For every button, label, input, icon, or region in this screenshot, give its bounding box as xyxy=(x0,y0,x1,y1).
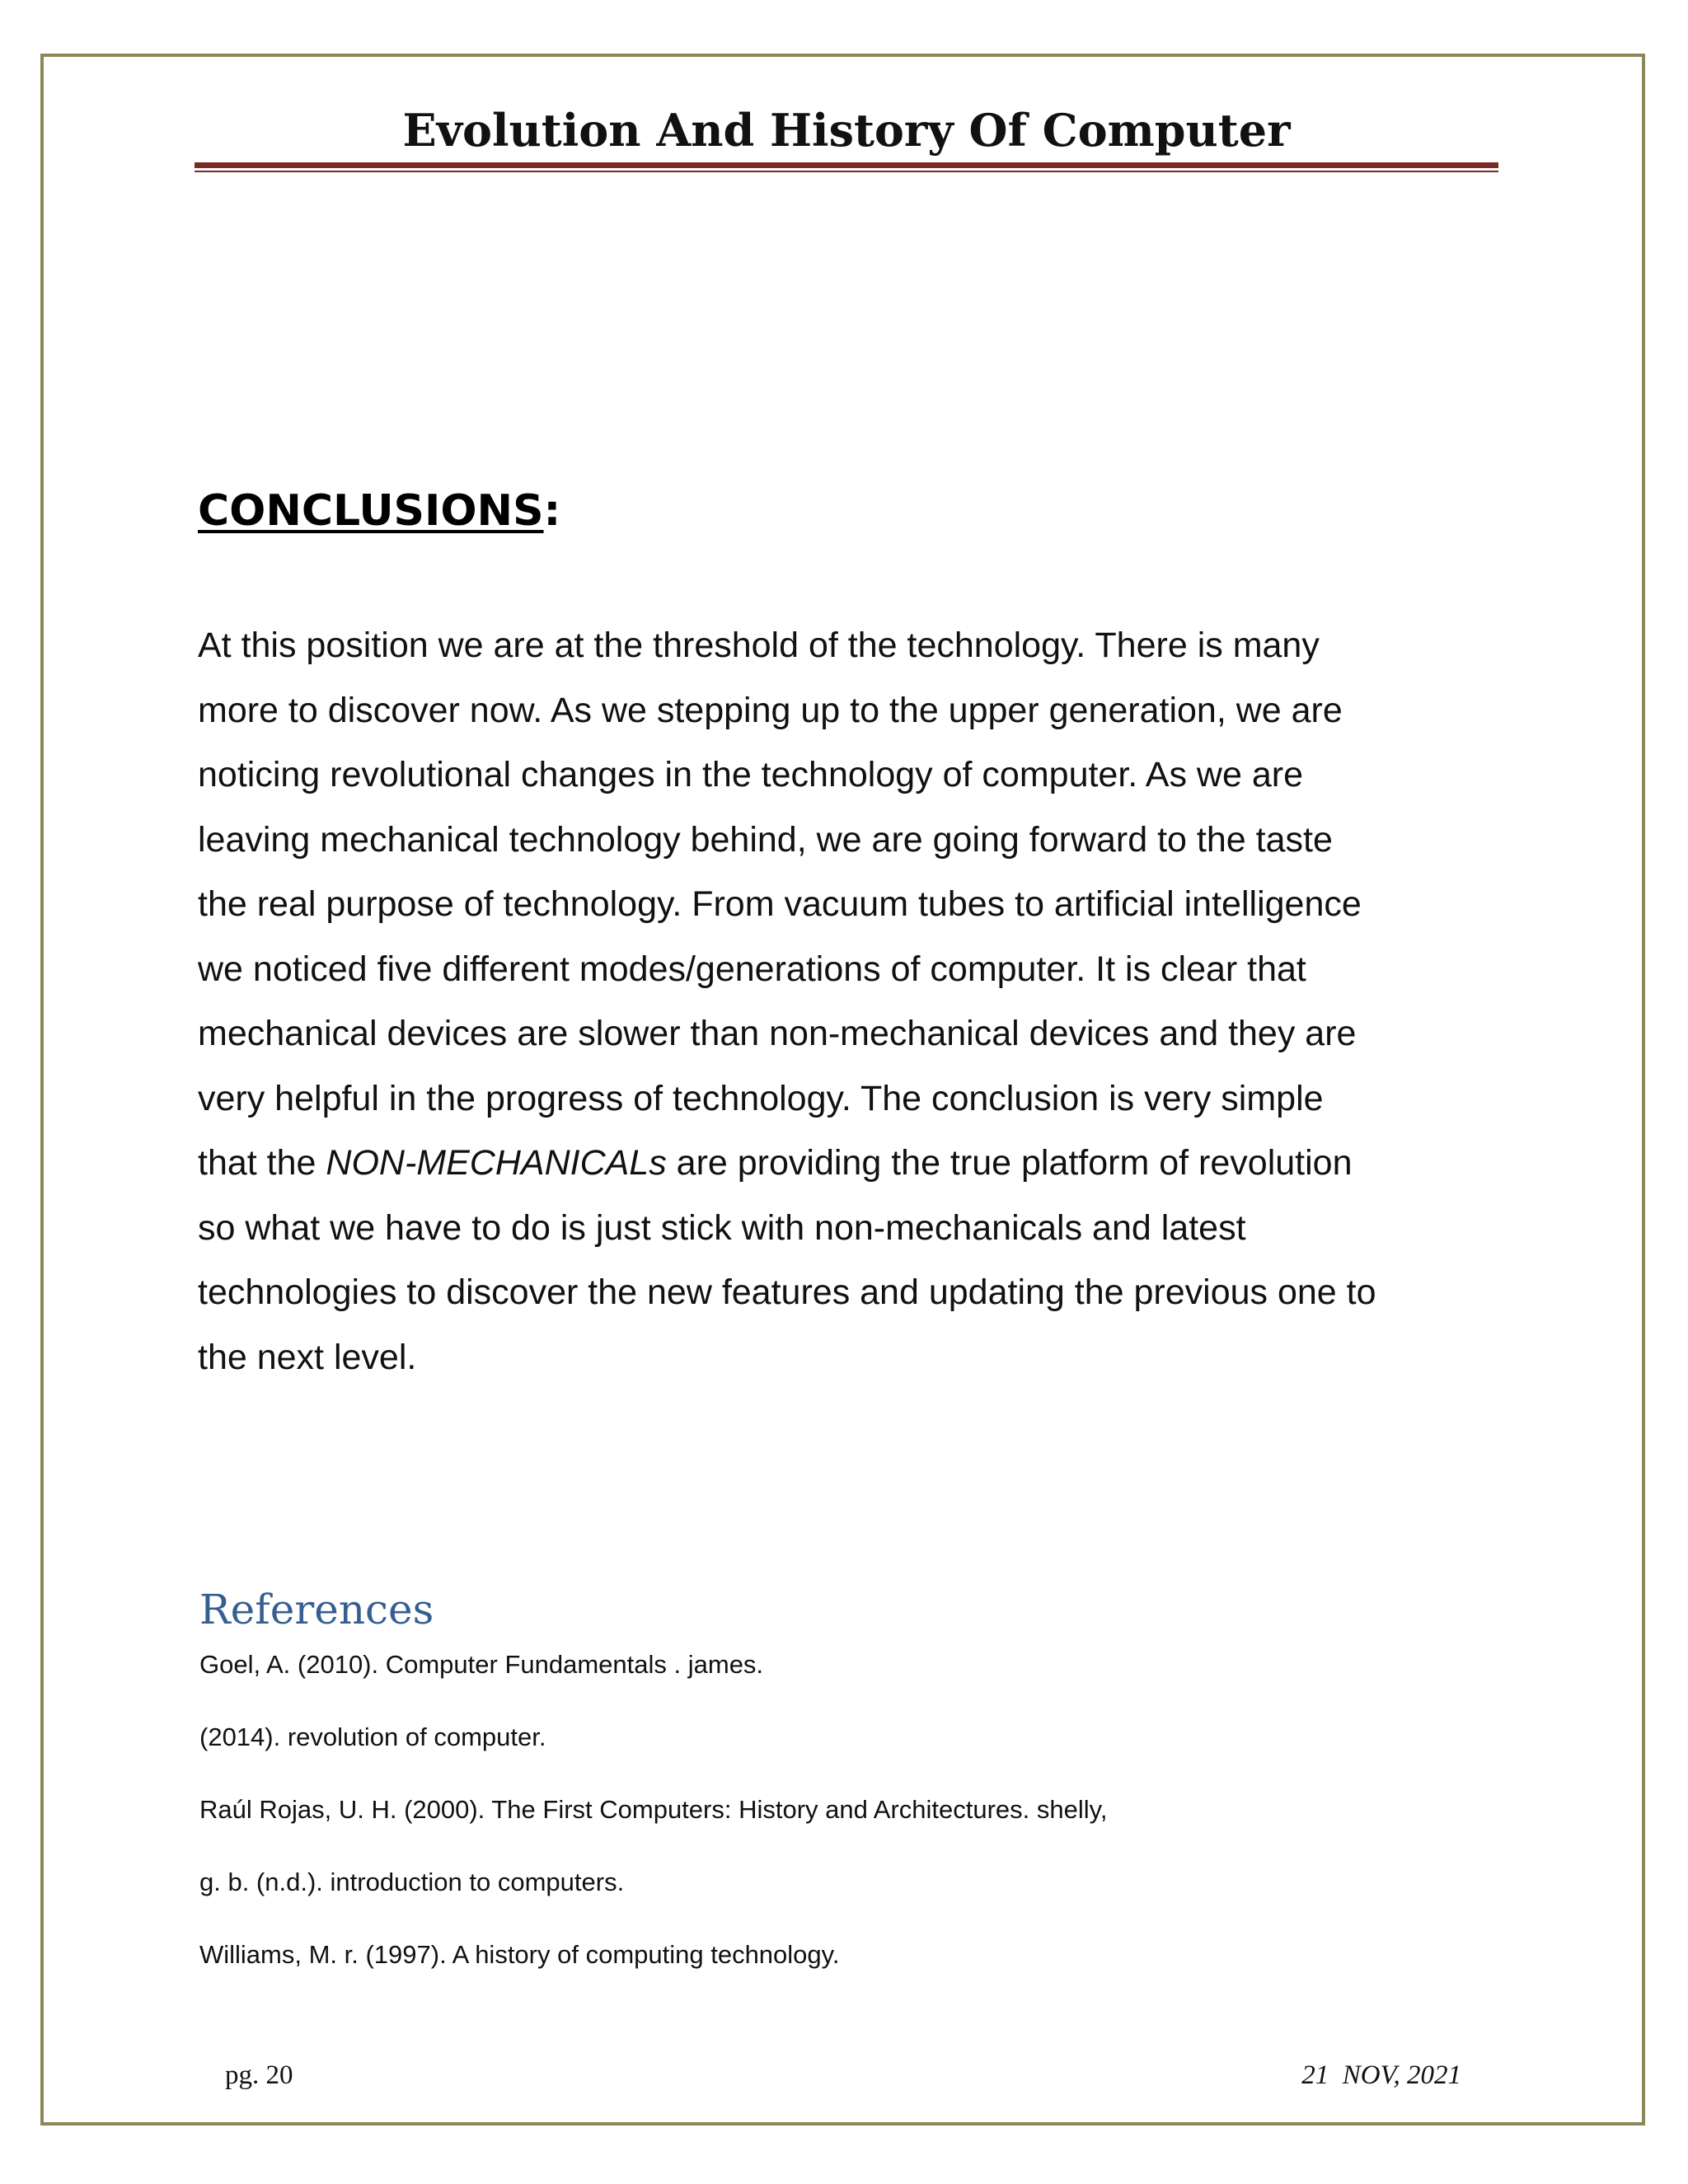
paragraph-line: At this position we are at the threshold of the technology. There is many xyxy=(198,626,1320,665)
reference-item: Raúl Rojas, U. H. (2000). The First Computers: History and Architectures. shelly, xyxy=(199,1795,1108,1824)
non-mechanicals-emphasis: NON-MECHANICALs xyxy=(326,1143,667,1183)
paragraph-line: the real purpose of technology. From vacuum tubes to artificial intelligence xyxy=(198,884,1362,924)
paragraph-line: so what we have to do is just stick with non-mechanicals and latest xyxy=(198,1207,1246,1248)
reference-item: g. b. (n.d.). introduction to computers. xyxy=(199,1868,625,1896)
paragraph-line: we noticed five different modes/generations of computer. It is clear that xyxy=(198,949,1306,989)
paragraph-line: very helpful in the progress of technology. The conclusion is very simple xyxy=(198,1078,1324,1118)
paragraph-text: that the xyxy=(198,1143,326,1183)
paragraph-line: noticing revolutional changes in the technology of computer. As we are xyxy=(198,755,1303,794)
reference-item: Goel, A. (2010). Computer Fundamentals . james. xyxy=(199,1650,764,1679)
paragraph-line: leaving mechanical technology behind, we are going forward to the taste xyxy=(198,819,1333,860)
header-rule-thin xyxy=(195,171,1498,172)
paragraph-line xyxy=(198,1131,1517,1196)
paragraph-text: are providing the true platform of revolution xyxy=(666,1143,1353,1183)
paragraph-line: technologies to discover the new features and updating the previous one to xyxy=(198,1272,1376,1312)
footer-page-number: pg. 20 xyxy=(225,2060,293,2090)
conclusions-heading-text: CONCLUSIONS xyxy=(198,486,544,536)
reference-item: Williams, M. r. (1997). A history of computing technology. xyxy=(199,1940,840,1969)
references-heading: References xyxy=(199,1586,434,1633)
header-rule xyxy=(195,162,1498,168)
paragraph-line: mechanical devices are slower than non-mechanical devices and they are xyxy=(198,1014,1357,1053)
header-title: Evolution And History Of Computer xyxy=(402,104,1291,157)
paragraph-line: the next level. xyxy=(198,1337,417,1377)
conclusions-paragraph xyxy=(198,613,1517,1390)
conclusions-heading xyxy=(198,485,560,537)
paragraph-line: more to discover now. As we stepping up to the upper generation, we are xyxy=(198,690,1343,730)
reference-item: (2014). revolution of computer. xyxy=(199,1722,546,1751)
footer-date: 21 NOV, 2021 xyxy=(1301,2060,1461,2090)
conclusions-heading-colon: : xyxy=(543,486,561,536)
